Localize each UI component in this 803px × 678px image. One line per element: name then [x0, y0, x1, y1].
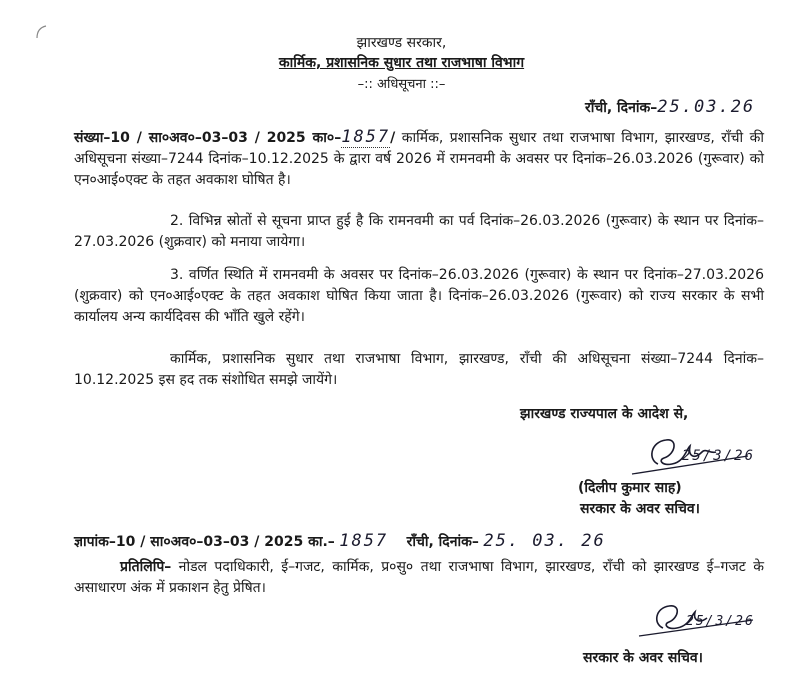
header-department: कार्मिक, प्रशासनिक सुधार तथा राजभाषा विभाग [278, 55, 525, 71]
order-line: झारखण्ड राज्यपाल के आदेश से, [520, 406, 689, 422]
paragraph-3: 3. वर्णित स्थिति में रामनवमी के अवसर पर दिनांक–26.03.2026 (गुरूवार) के स्थान पर दिनांक–27.03.2026 (शुक्रवार) को एन०आई०एक्ट के तहत अवकाश घोषित किया जाता है। दिनांक–26.03.2026 (गुरूवार) को राज्य सरकार के सभी कार्यालय अन्य कार्यदिवस की भाँति खुले रहेंगे। [74, 267, 764, 325]
place-date-label: राँची, दिनांक– [585, 100, 658, 116]
paragraph-1-text: कार्मिक, प्रशासनिक सुधार तथा राजभाषा विभाग, झारखण्ड, राँची की अधिसूचना संख्या–7244 दिनांक–10.12.2025 के द्वारा वर्ष 2026 में रामनवमी के अवसर पर दिनांक–26.03.2026 (गुरूवार) को एन०आई०एक्ट के तहत अवकाश घोषित है। [74, 130, 764, 188]
reference-suffix: / [390, 130, 396, 146]
paragraph-4: कार्मिक, प्रशासनिक सुधार तथा राजभाषा विभाग, झारखण्ड, राँची की अधिसूचना संख्या–7244 दिनांक–10.12.2025 इस हद तक संशोधित समझे जायेंगे। [74, 351, 764, 388]
signature-1-date: 25/3/26 [682, 448, 756, 464]
copy-paragraph [74, 557, 764, 599]
memo-handwritten-number: 1857 [339, 531, 389, 551]
handwritten-reference-number: 1857 [341, 127, 391, 147]
signatory-name: (दिलीप कुमार साह) [578, 480, 682, 496]
memo-line [74, 531, 606, 553]
handwritten-date: 25.03.26 [657, 97, 756, 117]
signature-2-date: 25/3/26 [686, 614, 755, 629]
memo-handwritten-date: 25. 03. 26 [483, 531, 606, 551]
reference-prefix: संख्या–10 / सा०अव०–03–03 / 2025 का०– [74, 130, 342, 146]
paragraph-2: 2. विभिन्न स्रोतों से सूचना प्राप्त हुई है कि रामनवमी का पर्व दिनांक–26.03.2026 (गुरूवार) के स्थान पर दिनांक–27.03.2026 (शुक्रवार) को मनाया जायेगा। [74, 213, 764, 250]
memo-place-label: राँची, दिनांक– [406, 534, 479, 550]
paragraph-1 [74, 127, 764, 191]
header-notification: –:: अधिसूचना ::– [357, 77, 446, 92]
signatory-designation-2: सरकार के अवर सचिव। [583, 650, 703, 666]
header-govt: झारखण्ड सरकार, [356, 35, 447, 51]
place-date [585, 97, 755, 119]
memo-prefix: ज्ञापांक–10 / सा०अव०–03–03 / 2025 का.– [74, 534, 335, 550]
signatory-designation: सरकार के अवर सचिव। [580, 501, 700, 517]
copy-text: नोडल पदाधिकारी, ई–गजट, कार्मिक, प्र०सु० तथा राजभाषा विभाग, झारखण्ड, राँची को झारखण्ड ई–गजट के असाधारण अंक में प्रकाशन हेतु प्रेषित। [74, 559, 764, 596]
copy-label: प्रतिलिपि– [120, 559, 172, 575]
